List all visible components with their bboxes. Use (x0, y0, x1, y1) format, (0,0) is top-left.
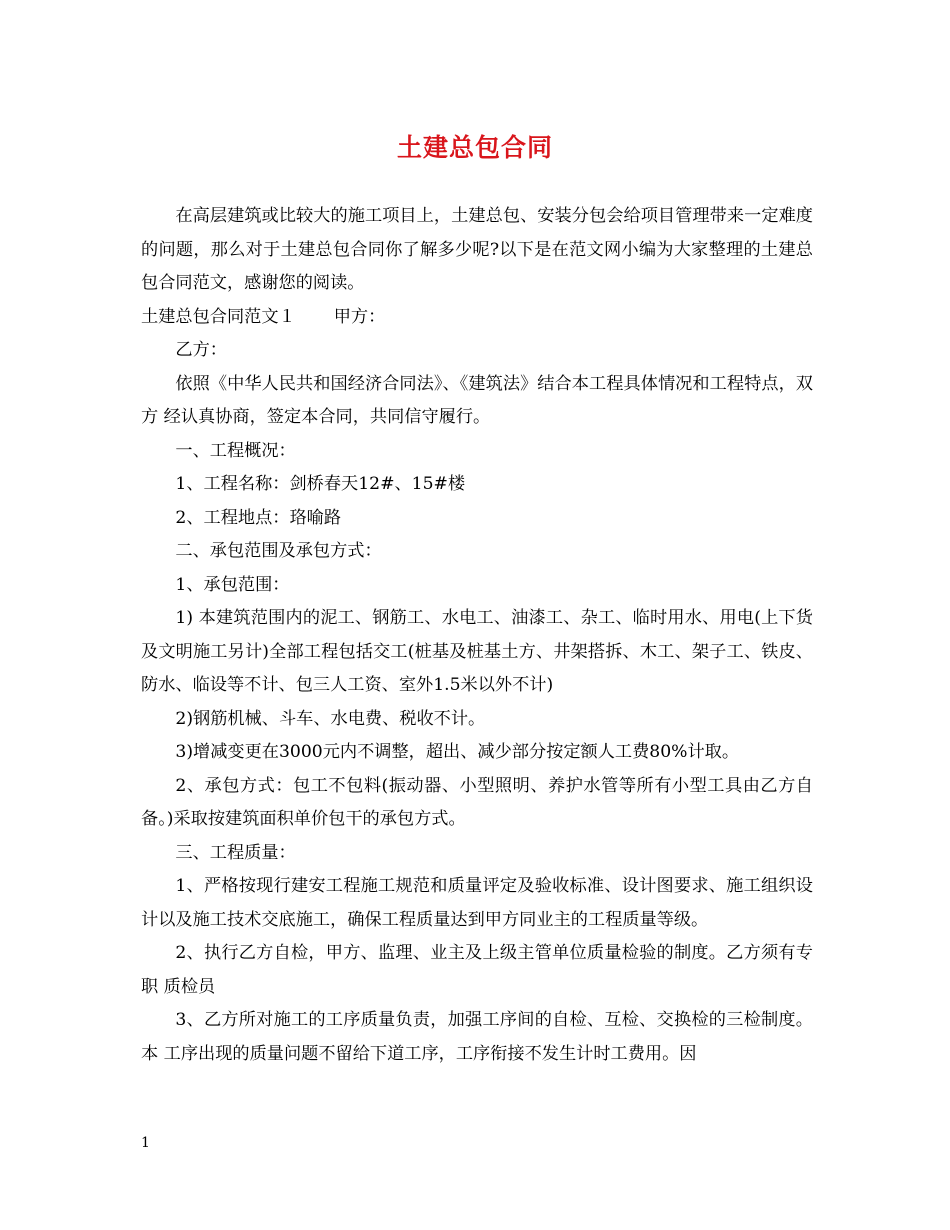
sample-heading-line (141, 301, 813, 335)
paragraph: 1、工程名称：剑桥春天12#、15#楼 (175, 474, 466, 494)
paragraph: 1、承包范围： (175, 574, 290, 595)
party-a-label: 甲方： (333, 306, 386, 327)
paragraph: 2、执行乙方自检，甲方、监理、业主及上级主管单位质量检验的制度。乙方须有专职 质检员 (141, 943, 813, 997)
section-heading: 二、承包范围及承包方式： (175, 541, 382, 561)
intro-paragraph: 在高层建筑或比较大的施工项目上，土建总包、安装分包会给项目管理带来一定难度的问题，那么对于土建总包合同你了解多少呢?以下是在范文网小编为大家整理的土建总包合同范文，感谢您的阅读。 (141, 206, 813, 293)
paragraph: 2、承包方式：包工不包料(振动器、小型照明、养护水管等所有小型工具由乙方自备。)采取按建筑面积单价包干的承包方式。 (141, 775, 813, 829)
paragraph: 2、工程地点：珞喻路 (175, 507, 342, 528)
paragraph: 3、乙方所对施工的工序质量负责，加强工序间的自检、互检、交换检的三检制度。本 工序出现的质量问题不留给下道工序，工序衔接不发生计时工费用。因 (141, 1010, 813, 1064)
paragraph: 依照《中华人民共和国经济合同法》、《建筑法》结合本工程具体情况和工程特点，双方 经认真协商，签定本合同，共同信守履行。 (141, 373, 813, 427)
page-number: 1 (141, 1135, 150, 1151)
party-b-label: 乙方： (175, 340, 227, 360)
paragraph: 1、严格按现行建安工程施工规范和质量评定及验收标准、设计图要求、施工组织设计以及施工技术交底施工，确保工程质量达到甲方同业主的工程质量等级。 (141, 876, 813, 930)
paragraph: 2)钢筋机械、斗车、水电费、税收不计。 (175, 708, 486, 729)
sample-heading: 土建总包合同范文１ (141, 306, 296, 327)
section-heading: 三、工程质量： (175, 842, 296, 863)
paragraph: 1) 本建筑范围内的泥工、钢筋工、水电工、油漆工、杂工、临时用水、用电(上下货及文明施工另计)全部工程包括交工(桩基及桩基土方、井架搭拆、木工、架子工、铁皮、防水、临设等不计、包三人工资、室外1.5米以外不计) (141, 608, 813, 695)
paragraph: 3)增减变更在3000元内不调整，超出、减少部分按定额人工费80%计取。 (175, 742, 740, 762)
document-body (141, 200, 813, 1071)
document-title: 土建总包合同 (396, 133, 553, 162)
section-heading: 一、工程概况： (175, 440, 296, 461)
